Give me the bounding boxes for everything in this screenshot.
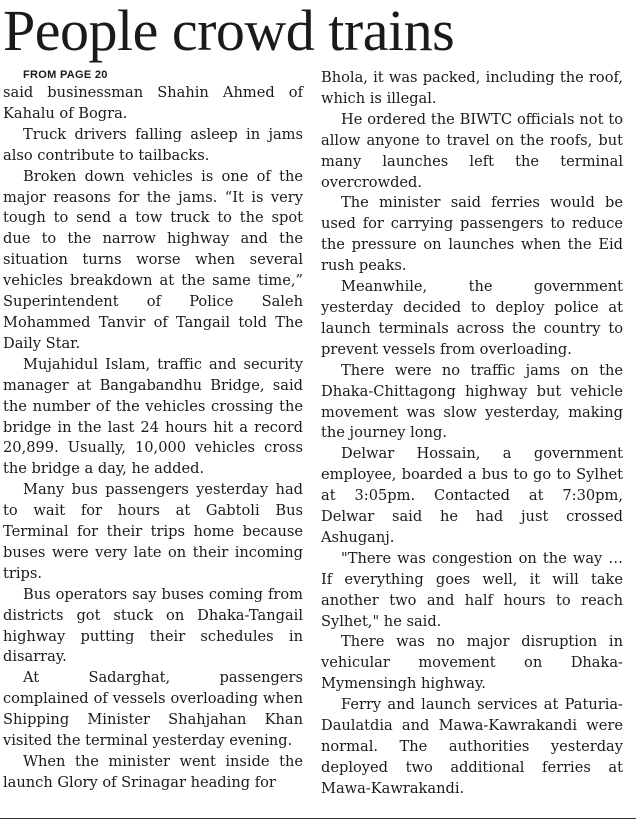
paragraph: Truck drivers falling asleep in jams also contribute to tailbacks. <box>3 125 303 164</box>
paragraph: Bhola, it was packed, including the roof, which is illegal. <box>321 69 623 107</box>
paragraph: He ordered the BIWTC officials not to allow anyone to travel on the roofs, but many launches left the terminal overcrowded. <box>321 110 623 191</box>
paragraph: "There was congestion on the way … If everything goes well, it will take another two and half hours to reach Sylhet," he said. <box>321 549 623 630</box>
paragraph: There was no major disruption in vehicular movement on Dhaka-Mymensingh highway. <box>321 633 623 693</box>
paragraph: said businessman Shahin Ahmed of Kahalu of Bogra. <box>3 84 303 122</box>
continued-from-kicker: FROM PAGE 20 <box>23 69 108 81</box>
article-headline: People crowd trains <box>3 0 455 63</box>
paragraph: Delwar Hossain, a government employee, boarded a bus to go to Sylhet at 3:05pm. Contacted at 7:30pm, Delwar said he had just crossed Ashuganj. <box>321 445 623 546</box>
bottom-divider <box>0 818 636 819</box>
paragraph: Broken down vehicles is one of the major reasons for the jams. “It is very tough to send a tow truck to the spot due to the narrow highway and the situation turns worse when several vehicles breakdown at the same time,” Superintendent of Police Saleh Mohammed Tanvir of Tangail told The Daily Star. <box>3 167 303 352</box>
paragraph: The minister said ferries would be used for carrying passengers to reduce the pressure on launches when the Eid rush peaks. <box>321 194 623 275</box>
paragraph: Ferry and launch services at Paturia-Daulatdia and Mawa-Kawrakandi were normal. The authorities yesterday deployed two additional ferries at Mawa-Kawrakandi. <box>321 696 623 797</box>
paragraph: Many bus passengers yesterday had to wait for hours at Gabtoli Bus Terminal for their trips home because buses were very late on their incoming trips. <box>3 481 303 582</box>
paragraph: Meanwhile, the government yesterday decided to deploy police at launch terminals across the country to prevent vessels from overloading. <box>321 278 623 358</box>
paragraph: There were no traffic jams on the Dhaka-Chittagong highway but vehicle movement was slow yesterday, making the journey long. <box>321 361 623 442</box>
right-column <box>321 68 623 800</box>
paragraph: Mujahidul Islam, traffic and security manager at Bangabandhu Bridge, said the number of the vehicles crossing the bridge in the last 24 hours hit a record 20,899. Usually, 10,000 vehicles cross the bridge a day, he added. <box>3 355 303 478</box>
paragraph: When the minister went inside the launch Glory of Srinagar heading for <box>3 753 303 791</box>
paragraph: At Sadarghat, passengers complained of vessels overloading when Shipping Minister Shahjahan Khan visited the terminal yesterday evening. <box>3 669 303 750</box>
left-column <box>3 68 303 794</box>
paragraph: Bus operators say buses coming from districts got stuck on Dhaka-Tangail highway putting their schedules in disarray. <box>3 585 303 666</box>
